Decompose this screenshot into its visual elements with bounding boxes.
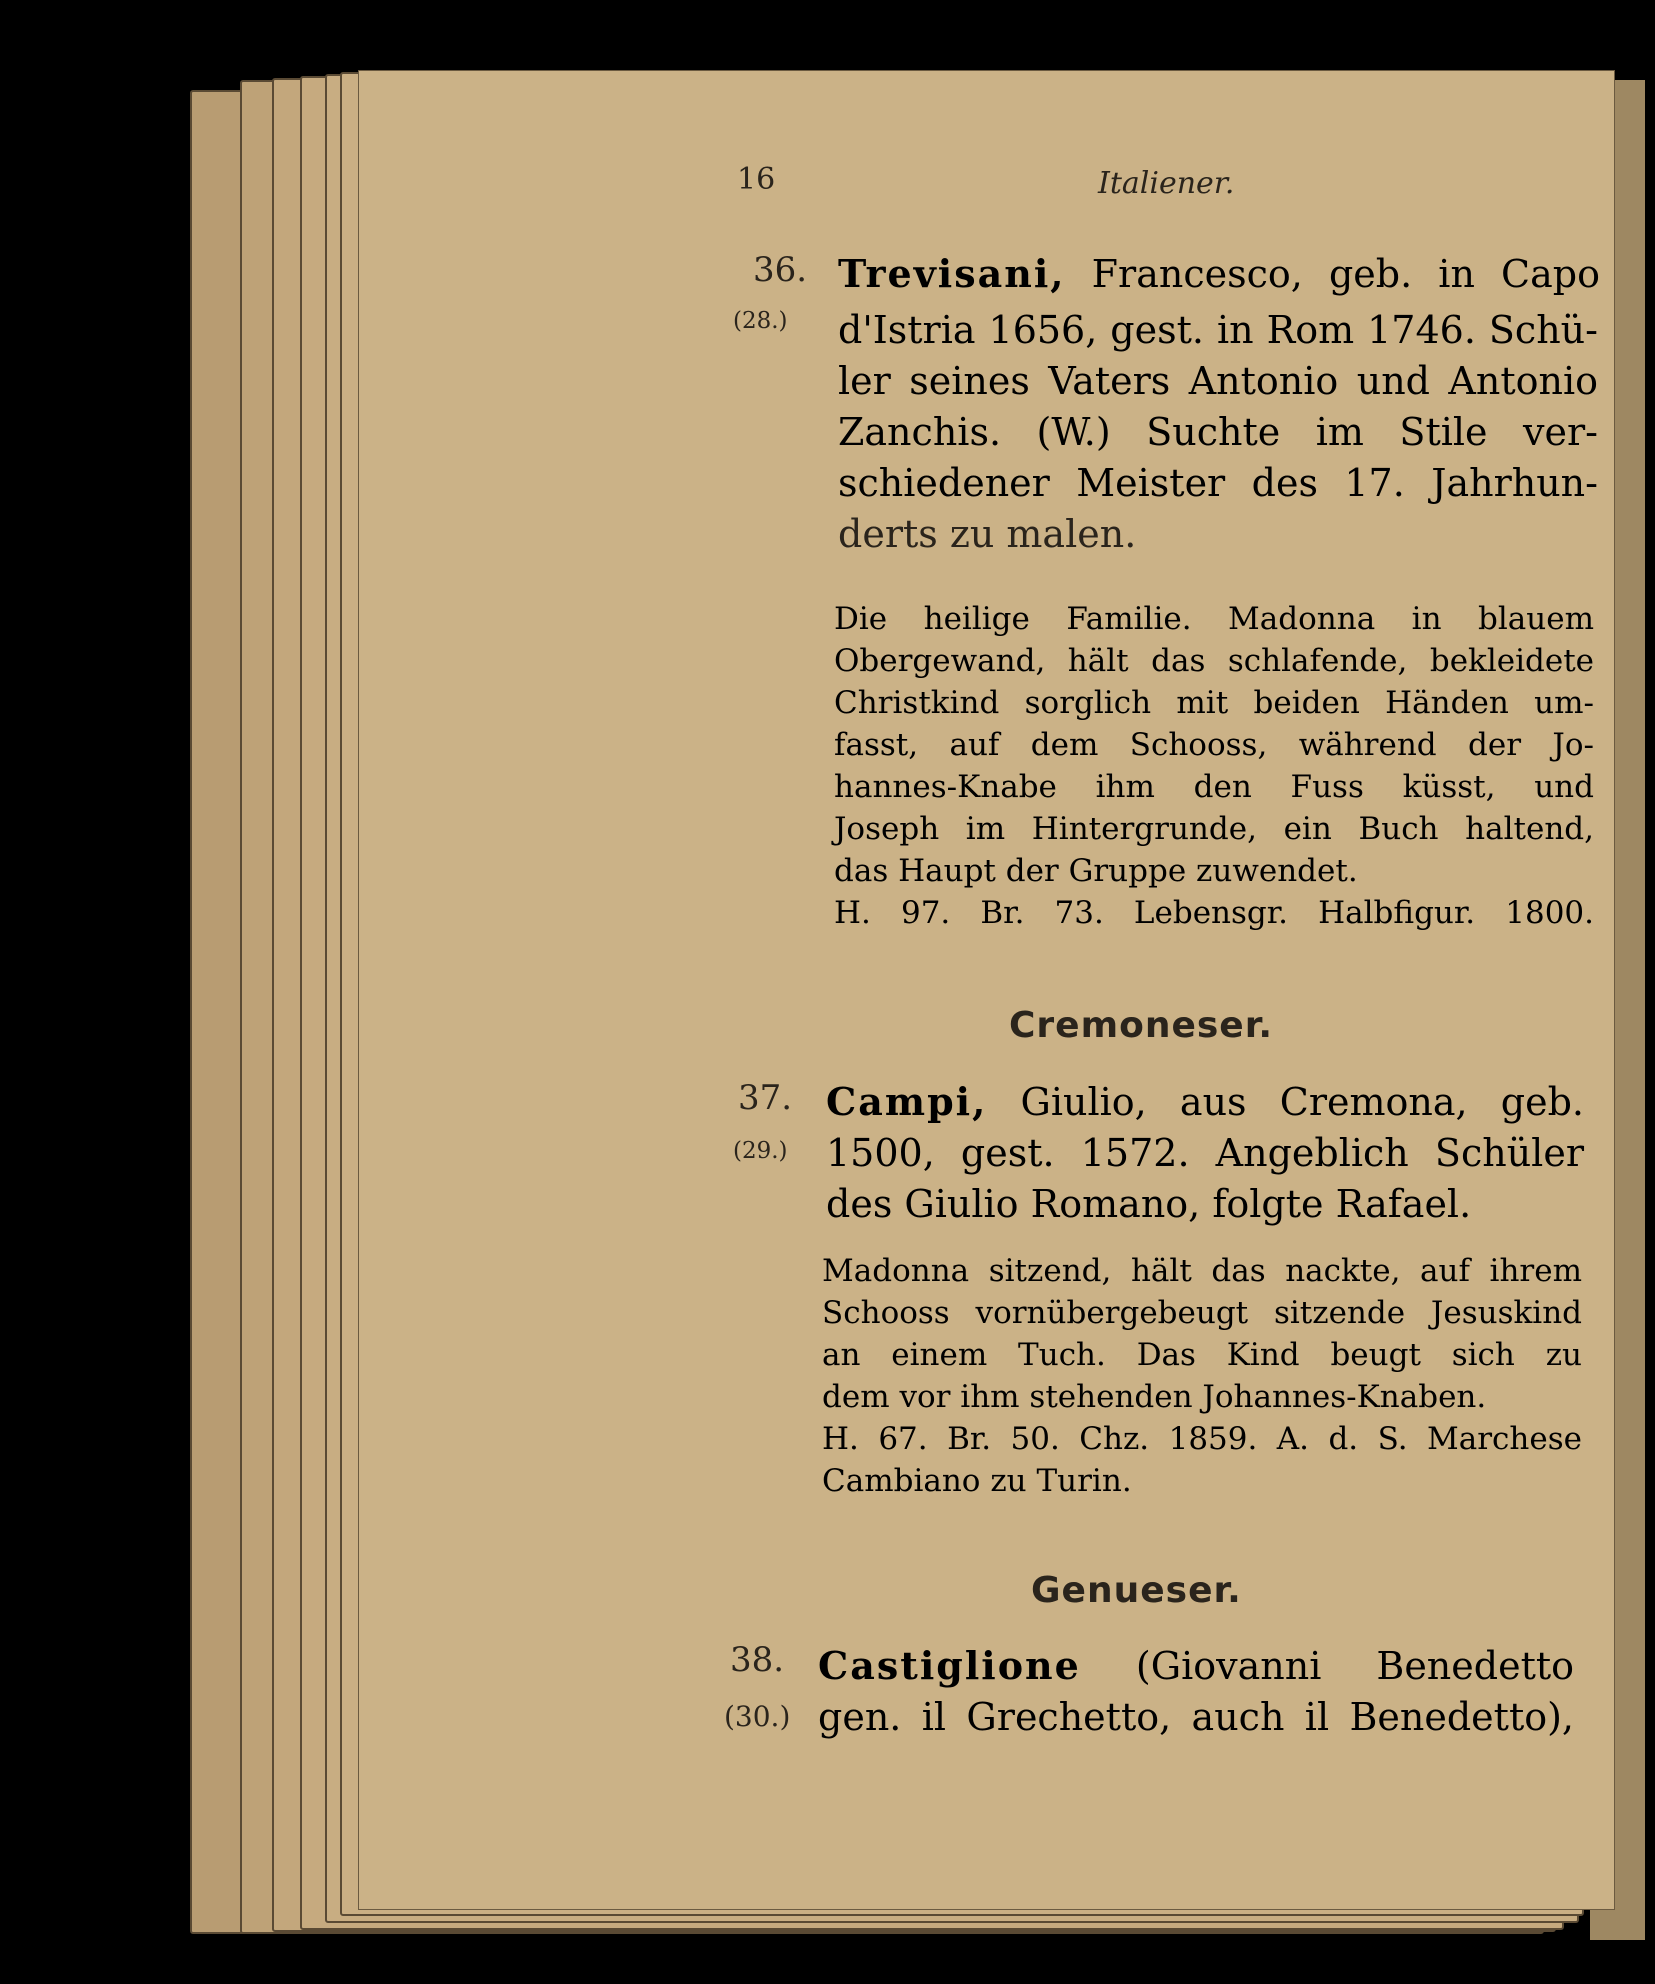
artist-name: Castiglione (818, 1643, 1081, 1688)
artist-name: Campi, (826, 1079, 988, 1124)
entry-description: Madonna sitzend, hält das nackte, auf ihrem Schooss vornübergebeugt sitzende Jesuskind an einem Tuch. Das Kind beugt sich zu dem vor ihm stehenden Johannes-Knaben. H. 67. Br. 50. Chz. 1859. A. d. S. Marchese Cambiano zu Turin. (822, 1253, 1582, 1499)
entry-number: 36. (753, 250, 808, 290)
entry-bio: Castiglione (Giovanni Benedetto gen. il Grechetto, auch il Benedetto), (818, 1643, 1574, 1739)
entry-old-number: (29.) (733, 1138, 788, 1164)
entry-old-number: (28.) (733, 308, 788, 334)
entry-bio: Campi, Giulio, aus Cremona, geb. 1500, gest. 1572. Angeblich Schüler des Giulio Romano, folgte Rafael. (826, 1079, 1584, 1226)
entry-number: 38. (730, 1640, 785, 1680)
page-number: 16 (737, 162, 776, 197)
entry-number: 37. (738, 1078, 793, 1118)
running-title: Italiener. (1098, 166, 1235, 201)
section-heading: Genueser. (1031, 1570, 1242, 1611)
entry-bio: Trevisani, Francesco, geb. in Capo (838, 251, 1600, 296)
section-heading: Cremoneser. (1009, 1005, 1274, 1046)
entry-old-number: (30.) (724, 1700, 791, 1733)
entry-description: Die heilige Familie. Madonna in blauem Obergewand, hält das schlafende, bekleidete Christkind sorglich mit beiden Händen um- fasst, auf dem Schooss, während der Jo- hannes-Knabe ihm den Fuss küsst, und Joseph im Hintergrunde, ein Buch haltend, das Haupt der Gruppe zuwendet. H. 97. Br. 73. Lebensgr. Halbfigur. 1800. (834, 601, 1594, 931)
entry-bio: d'Istria 1656, gest. in Rom 1746. Schü- ler seines Vaters Antonio und Antonio Zanchis. (W.) Suchte im Stile ver- schiedener Meister des 17. Jahrhun- derts zu malen. (838, 308, 1598, 556)
artist-name: Trevisani, (838, 251, 1066, 296)
